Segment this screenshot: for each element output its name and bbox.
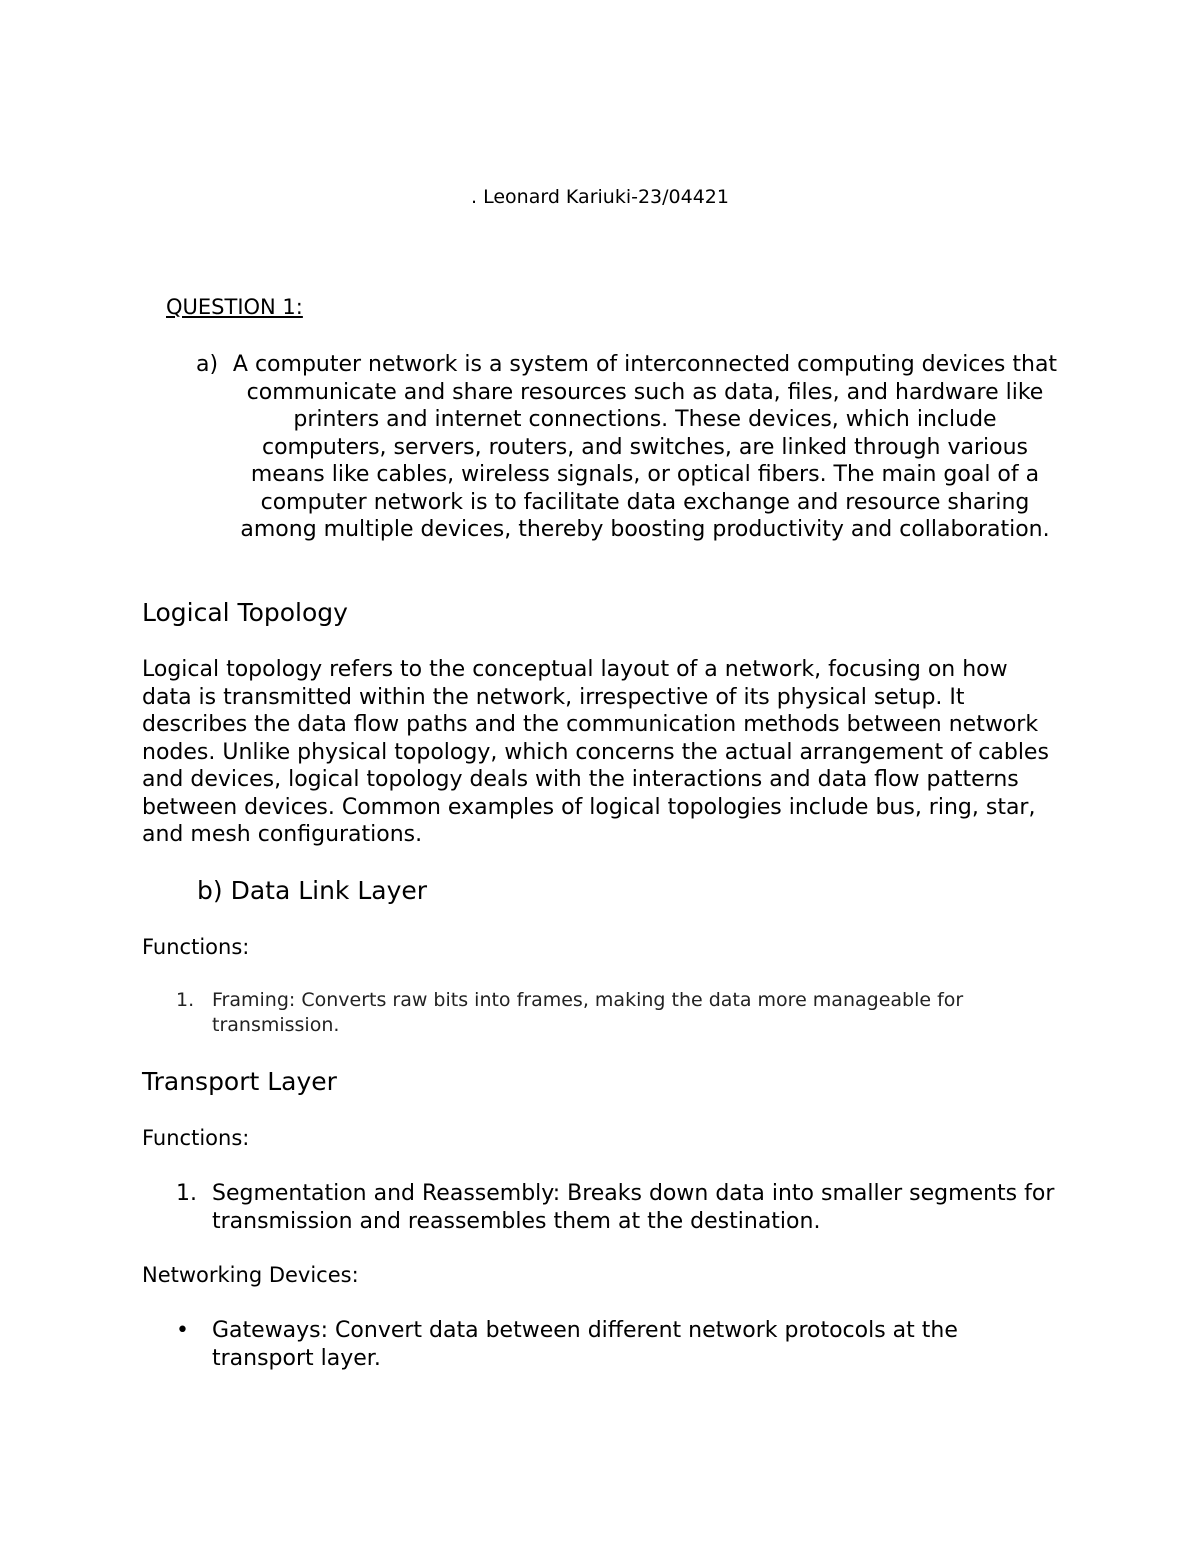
logical-topology-paragraph: Logical topology refers to the conceptual layout of a network, focusing on how data is transmitted within the network, irrespective of its physical setup. It describes the data flow paths and the communication methods between network nodes. Unlike physical topology, which concerns the actual arrangement of cables and devices, logical topology deals with the interactions and data flow patterns between devices. Common examples of logical topologies include bus, ring, star, and mesh configurations. bbox=[142, 657, 1049, 847]
list-number: 1. bbox=[176, 989, 195, 1011]
question-heading: QUESTION 1: bbox=[166, 295, 303, 319]
transport-functions-label: Functions: bbox=[142, 1126, 250, 1150]
data-link-functions-label: Functions: bbox=[142, 935, 250, 959]
item-a-marker: a) bbox=[196, 352, 219, 377]
item-a-text: A computer network is a system of interconnected computing devices that communicate and share resources such as data, files, and hardware like printers and internet connections. These devices, which include computers, servers, routers, and switches, are linked through various means like cables, wireless signals, or optical fibers. The main goal of a computer network is to facilitate data exchange and resource sharing among multiple devices, thereby boosting productivity and collaboration. bbox=[232, 352, 1058, 542]
data-link-heading: b) Data Link Layer bbox=[197, 876, 428, 905]
list-item-text: Framing: Converts raw bits into frames, making the data more manageable for transmission. bbox=[212, 989, 964, 1036]
list-item-text: Gateways: Convert data between different network protocols at the transport layer. bbox=[212, 1318, 958, 1371]
author-line: . Leonard Kariuki-23/04421 bbox=[471, 186, 729, 208]
logical-topology-heading: Logical Topology bbox=[142, 598, 348, 627]
bullet-icon: • bbox=[176, 1318, 189, 1343]
networking-devices-label: Networking Devices: bbox=[142, 1263, 359, 1287]
transport-layer-heading: Transport Layer bbox=[142, 1067, 337, 1096]
list-item-text: Segmentation and Reassembly: Breaks down data into smaller segments for transmission and reassembles them at the destination. bbox=[212, 1181, 1055, 1234]
list-number: 1. bbox=[176, 1181, 197, 1206]
